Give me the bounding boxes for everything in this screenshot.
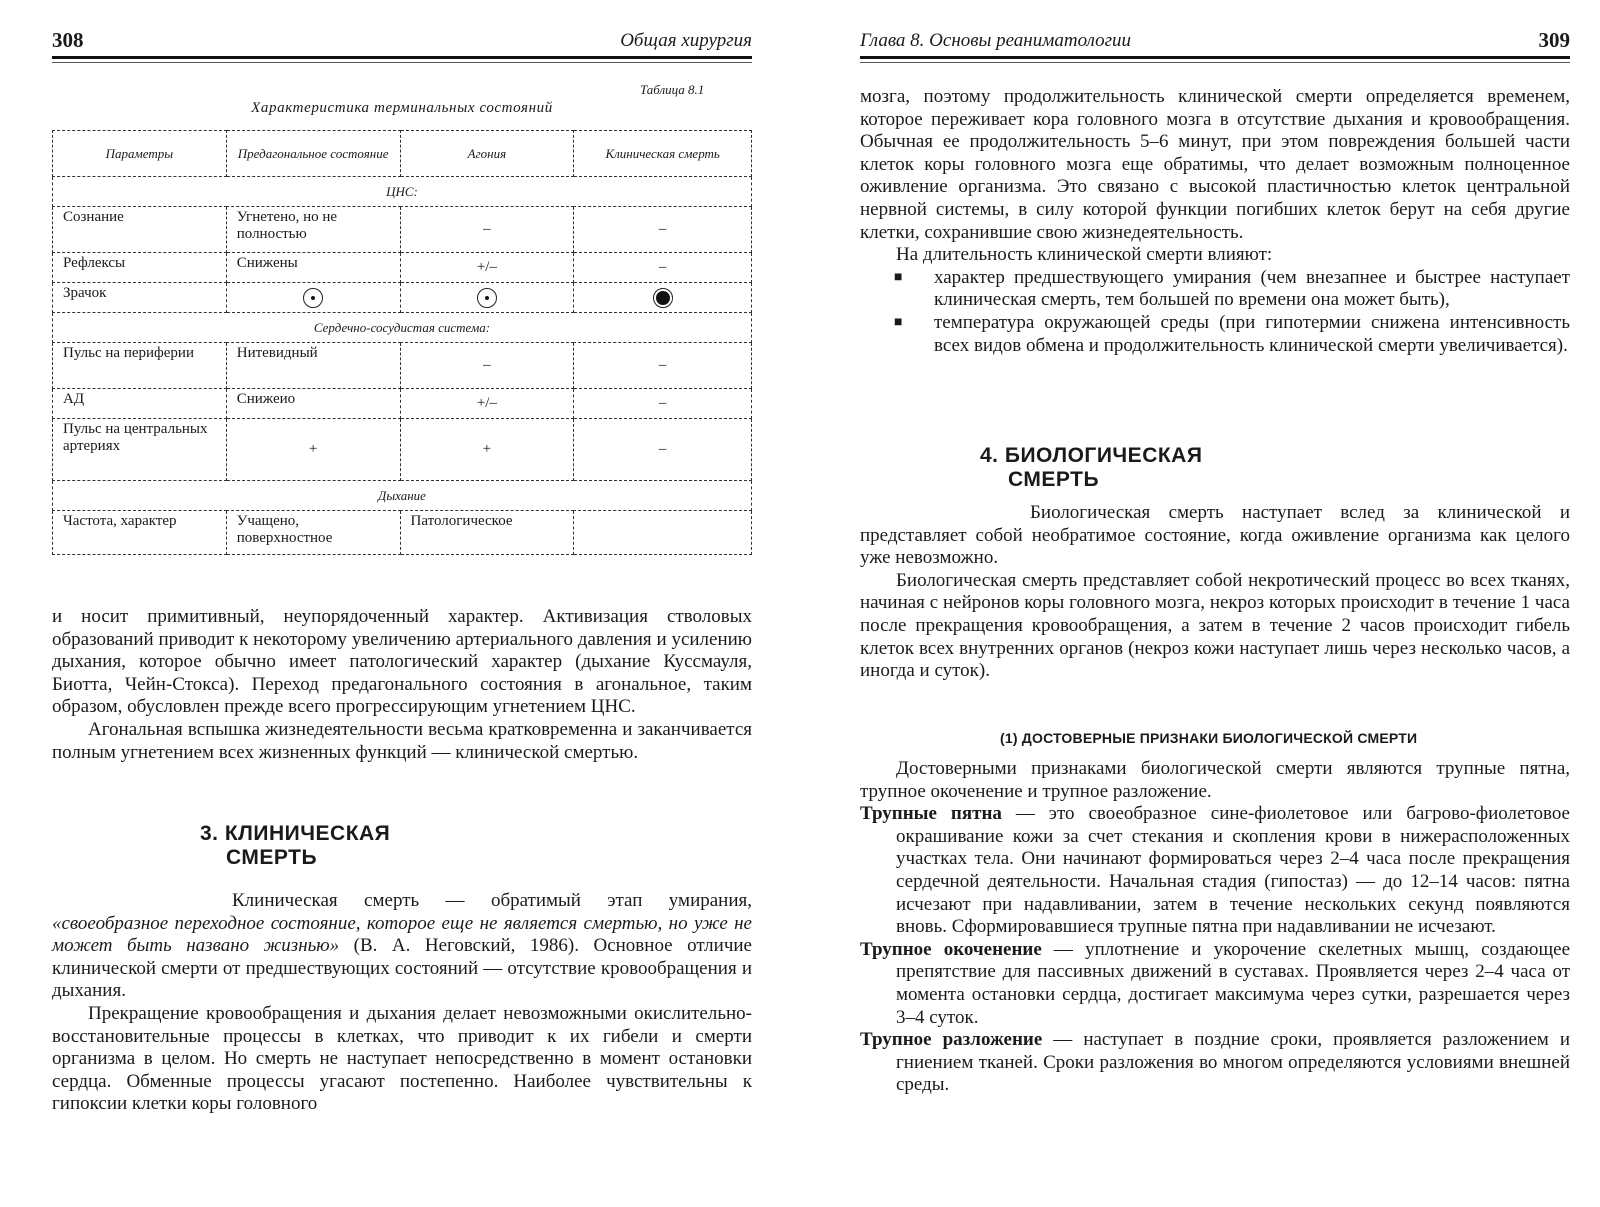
- definition-paragraph: [860, 803, 1570, 939]
- paragraph: Прекращение кровообращения и дыхания делает невозможными окислительно-восстановительные процессы в клетках, что приводит к их гибели и смерти организма в целом. Но смерть не наступает непосредственно в момент остановки сердца. Обменные процессы угасают постепенно. Наиболее чувствительны к гипоксии клетки коры головного: [52, 1002, 752, 1115]
- table-row: [53, 511, 752, 555]
- section-label-breath: Дыхание: [53, 481, 752, 511]
- text-span: (В. А. Неговский, 1986). Основное отличие клинической смерти от предшествующих состояний — отсутствие кровообращения и дыхания.: [52, 935, 752, 1002]
- table-cell: Патологическое: [400, 511, 574, 555]
- table-section-row: [53, 177, 752, 207]
- table-cell: –: [400, 207, 574, 253]
- list-item-text: характер предшествующего умирания (чем внезапнее и быстрее наступает клиническая смерть, тем большей по времени она может быть),: [934, 266, 1570, 311]
- section-heading-3: [200, 822, 390, 870]
- right-text-block-2: [860, 502, 1570, 683]
- heading-line: СМЕРТЬ: [226, 846, 318, 869]
- paragraph: Агональная вспышка жизнедеятельности весьма кратковременна и заканчивается полным угнетением всех жизненных функций — клинической смертью.: [52, 718, 752, 763]
- bullet-list: [894, 267, 1570, 357]
- heading-number: 4.: [980, 444, 999, 467]
- section-label-cns: ЦНС:: [53, 177, 752, 207]
- right-page: [800, 0, 1600, 1207]
- list-item: [894, 312, 1570, 357]
- definition: — это своеобразное сине-фиолетовое или багрово-фиолетовое окрашивание кожи за счет стекания и скопления крови в нижерасположенных участках тела. Они начинают формироваться через 2–4 часа после прекращения сердечной деятельности. Начальная стадия (гипостаз) — до 12–14 часов: пятна исчезают при надавливании, затем в течение нескольких секунд появляются вновь. Сформировавшиеся трупные пятна при надавливании не исчезают.: [896, 803, 1570, 938]
- table-cell: [400, 283, 574, 313]
- table-cell: Рефлексы: [53, 253, 227, 283]
- table-cell: –: [574, 207, 752, 253]
- table-cell: –: [400, 343, 574, 389]
- table-cell: Зрачок: [53, 283, 227, 313]
- quote: «своеобразное переходное состояние, которое еще не является смертью, но уже не может быть названо жизнью»: [52, 912, 752, 957]
- table-cell: Снижеио: [226, 389, 400, 419]
- table-row: [53, 283, 752, 313]
- table-cell: [574, 283, 752, 313]
- paragraph: На длительность клинической смерти влияют:: [896, 244, 1273, 266]
- table-cell: Учащено, поверхностное: [226, 511, 400, 555]
- running-head-right: Глава 8. Основы реаниматологии: [860, 30, 1132, 51]
- table-cell: +/–: [400, 253, 574, 283]
- table-cell: Пульс на периферии: [53, 343, 227, 389]
- table-cell: [226, 283, 400, 313]
- table-header-row: [53, 131, 752, 177]
- paragraph: Достоверными признаками биологической смерти являются трупные пятна, трупное окоченение и трупное разложение.: [860, 758, 1570, 802]
- table-cell: Сознание: [53, 207, 227, 253]
- definition: — наступает в поздние сроки, проявляется разложением и гниением тканей. Сроки разложения во многом определяются условиями внешней среды.: [896, 1029, 1570, 1096]
- left-text-block-2: [52, 890, 752, 1116]
- right-page-header: [860, 28, 1570, 58]
- narrow-pupil-icon: [477, 288, 497, 308]
- table-number: Таблица 8.1: [640, 82, 705, 97]
- table-header-cell: Клиническая смерть: [574, 131, 752, 177]
- heading-number: 3.: [200, 822, 219, 845]
- running-head-left: Общая хирургия: [620, 30, 752, 51]
- section-label-cardio: Сердечно-сосудистая система:: [53, 313, 752, 343]
- term: Трупное окоченение: [860, 938, 1042, 960]
- page-number-left: 308: [52, 28, 84, 52]
- table-cell: АД: [53, 389, 227, 419]
- table-title: Характеристика терминальных состояний: [251, 100, 553, 116]
- table-cell: –: [574, 253, 752, 283]
- definition-paragraph: [860, 1029, 1570, 1097]
- right-text-block-3: [860, 758, 1570, 1097]
- terminal-states-table: [52, 130, 752, 555]
- table-cell: Угнетено, но не полностью: [226, 207, 400, 253]
- list-item-text: температура окружающей среды (при гипотермии снижена интенсивность всех видов обмена и продолжительность клинической смерти увеличивается).: [934, 311, 1570, 356]
- table-cell: Снижены: [226, 253, 400, 283]
- table-section-row: [53, 313, 752, 343]
- text-span: Клиническая смерть — обратимый этап умирания,: [232, 890, 752, 911]
- table-row: [53, 343, 752, 389]
- table-cell: –: [574, 419, 752, 481]
- header-rule-thin-right: [860, 62, 1570, 63]
- header-rule-thin-left: [52, 62, 752, 63]
- term: Трупные пятна: [860, 803, 1002, 825]
- heading-line: КЛИНИЧЕСКАЯ: [224, 822, 391, 845]
- table-cell: Пульс на центральных артериях: [53, 419, 227, 481]
- bullet-icon: ■: [894, 269, 903, 285]
- definition-paragraph: [860, 939, 1570, 1029]
- page-number-right: 309: [1538, 28, 1570, 52]
- table-header-cell: Предагональное состояние: [226, 131, 400, 177]
- paragraph: и носит примитивный, неупорядоченный характер. Активизация стволовых образований приводит к некоторому увеличению артериального давления и усилению дыхания, которое обычно имеет патологический характер (дыхание Куссмауля, Биотта, Чейн-Стокса). Переход предагонального состояния в агональное, таким образом, обусловлен прежде всего прогрессирующим угнетением ЦНС.: [52, 606, 752, 718]
- right-text-block-1: [860, 86, 1570, 357]
- table-cell: +/–: [400, 389, 574, 419]
- list-item: [894, 267, 1570, 312]
- table-row: [53, 207, 752, 253]
- left-text-block-1: [52, 606, 752, 764]
- heading-line: СМЕРТЬ: [1008, 468, 1100, 491]
- header-rule-right: [860, 56, 1570, 59]
- table-row: [53, 419, 752, 481]
- dilated-pupil-icon: [653, 288, 673, 308]
- table-header-cell: Агония: [400, 131, 574, 177]
- subheading: (1) ДОСТОВЕРНЫЕ ПРИЗНАКИ БИОЛОГИЧЕСКОЙ СМЕРТИ: [1000, 730, 1418, 746]
- section-heading-4: [980, 444, 1202, 492]
- table-header-cell: Параметры: [53, 131, 227, 177]
- definition: — уплотнение и укорочение скелетных мышц, создающее препятствие для пассивных движений в суставах. Проявляется через 2–4 часа от момента остановки сердца, достигает максимума через сутки, разрешается через 3–4 суток.: [896, 938, 1570, 1028]
- table-section-row: [53, 481, 752, 511]
- paragraph: [52, 890, 752, 1003]
- table-cell: –: [574, 389, 752, 419]
- table-cell: Нитевидный: [226, 343, 400, 389]
- paragraph: Биологическая смерть наступает вслед за клинической и представляет собой необратимое состояние, когда оживление организма как целого уже невозможно.: [860, 502, 1570, 569]
- paragraph: Биологическая смерть представляет собой некротический процесс во всех тканях, начиная с нейронов коры головного мозга, некроз которых происходит в течение 1 часа после прекращения кровообращения, а затем в течение 2 часов происходит гибель клеток всех внутренних органов (некроз кожи наступает лишь через несколько часов, а иногда и суток).: [860, 569, 1570, 682]
- bullet-icon: ■: [894, 314, 903, 330]
- narrow-pupil-icon: [303, 288, 323, 308]
- paragraph: мозга, поэтому продолжительность клинической смерти определяется временем, которое переживает кора головного мозга в отсутствие дыхания и кровообращения. Обычная ее продолжительность 5–6 минут, при этом повреждения большей части клеток коры головного мозга еще обратимы, что делает возможным полноценное оживление организма. Это связано с высокой пластичностью клеток центральной нервной системы, в силу которой функции погибших клеток берут на себя другие клетки, сохранившие свою жизнедеятельность.: [860, 86, 1570, 243]
- table-cell: +: [400, 419, 574, 481]
- table-cell: –: [574, 343, 752, 389]
- table-cell: Частота, характер: [53, 511, 227, 555]
- table-cell: [574, 511, 752, 555]
- term: Трупное разложение: [860, 1029, 1043, 1051]
- table-row: [53, 253, 752, 283]
- header-rule-left: [52, 56, 752, 59]
- table-row: [53, 389, 752, 419]
- left-page-header: [52, 28, 752, 58]
- table-cell: +: [226, 419, 400, 481]
- heading-line: БИОЛОГИЧЕСКАЯ: [1004, 444, 1203, 467]
